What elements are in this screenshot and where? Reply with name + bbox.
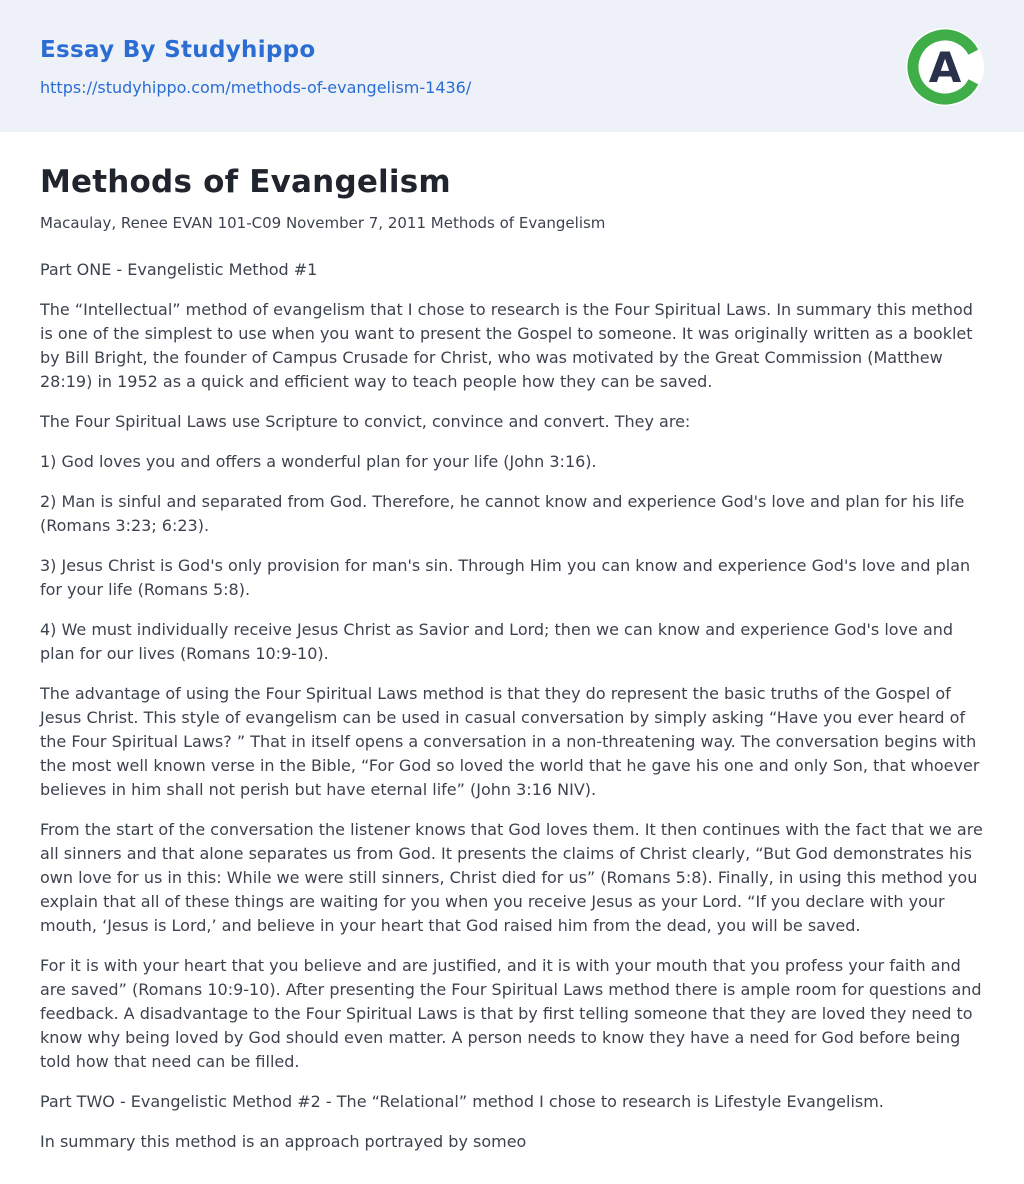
article-body bbox=[40, 258, 984, 1154]
paragraph: 4) We must individually receive Jesus Christ as Savior and Lord; then we can know and experience God's love and plan for our lives (Romans 10:9-10). bbox=[40, 620, 954, 663]
logo-letter: A bbox=[928, 43, 962, 92]
paragraph: 1) God loves you and offers a wonderful plan for your life (John 3:16). bbox=[40, 452, 597, 471]
page-title: Methods of Evangelism bbox=[40, 164, 451, 200]
paragraph: 3) Jesus Christ is God's only provision for man's sin. Through Him you can know and experience God's love and plan for your life (Romans 5:8). bbox=[40, 556, 971, 599]
header-text bbox=[40, 37, 471, 97]
site-title: Essay By Studyhippo bbox=[40, 37, 316, 63]
paragraph: From the start of the conversation the listener knows that God loves them. It then continues with the fact that we are all sinners and that alone separates us from God. It presents the claims of Christ clearly, “But God demonstrates his own love for us in this: While we were still sinners, Christ died for us” (Romans 5:8). Finally, in using this method you explain that all of these things are waiting for you when you receive Jesus as your Lord. “If you declare with your mouth, ‘Jesus is Lord,’ and believe in your heart that God raised him from the dead, you will be saved. bbox=[40, 820, 983, 935]
paragraph: For it is with your heart that you believe and are justified, and it is with your mouth that you profess your faith and are saved” (Romans 10:9-10). After presenting the Four Spiritual Laws method there is ample room for questions and feedback. A disadvantage to the Four Spiritual Laws is that by first telling someone that they are loved they need to know why being loved by God should even matter. A person needs to know they have a need for God before being told how that need can be filled. bbox=[40, 956, 982, 1071]
studyhippo-logo-icon bbox=[906, 28, 984, 106]
paragraph: In summary this method is an approach portrayed by someo bbox=[40, 1132, 527, 1151]
article bbox=[0, 132, 1024, 1154]
source-url-link[interactable]: https://studyhippo.com/methods-of-evangelism-1436/ bbox=[40, 78, 472, 97]
header bbox=[0, 0, 1024, 132]
byline: Macaulay, Renee EVAN 101-C09 November 7, 2011 Methods of Evangelism bbox=[40, 214, 606, 232]
paragraph: The “Intellectual” method of evangelism that I chose to research is the Four Spiritual Laws. In summary this method is one of the simplest to use when you want to present the Gospel to someone. It was originally written as a booklet by Bill Bright, the founder of Campus Crusade for Christ, who was motivated by the Great Commission (Matthew 28:19) in 1952 as a quick and efficient way to teach people how they can be saved. bbox=[40, 300, 973, 391]
paragraph: 2) Man is sinful and separated from God. Therefore, he cannot know and experience God's love and plan for his life (Romans 3:23; 6:23). bbox=[40, 492, 965, 535]
paragraph: Part ONE - Evangelistic Method #1 bbox=[40, 260, 318, 279]
paragraph: Part TWO - Evangelistic Method #2 - The “Relational” method I chose to research is Lifestyle Evangelism. bbox=[40, 1092, 884, 1111]
paragraph: The advantage of using the Four Spiritual Laws method is that they do represent the basic truths of the Gospel of Jesus Christ. This style of evangelism can be used in casual conversation by simply asking “Have you ever heard of the Four Spiritual Laws? ” That in itself opens a conversation in a non-threatening way. The conversation begins with the most well known verse in the Bible, “For God so loved the world that he gave his one and only Son, that whoever believes in him shall not perish but have eternal life” (John 3:16 NIV). bbox=[40, 684, 980, 799]
paragraph: The Four Spiritual Laws use Scripture to convict, convince and convert. They are: bbox=[40, 412, 691, 431]
